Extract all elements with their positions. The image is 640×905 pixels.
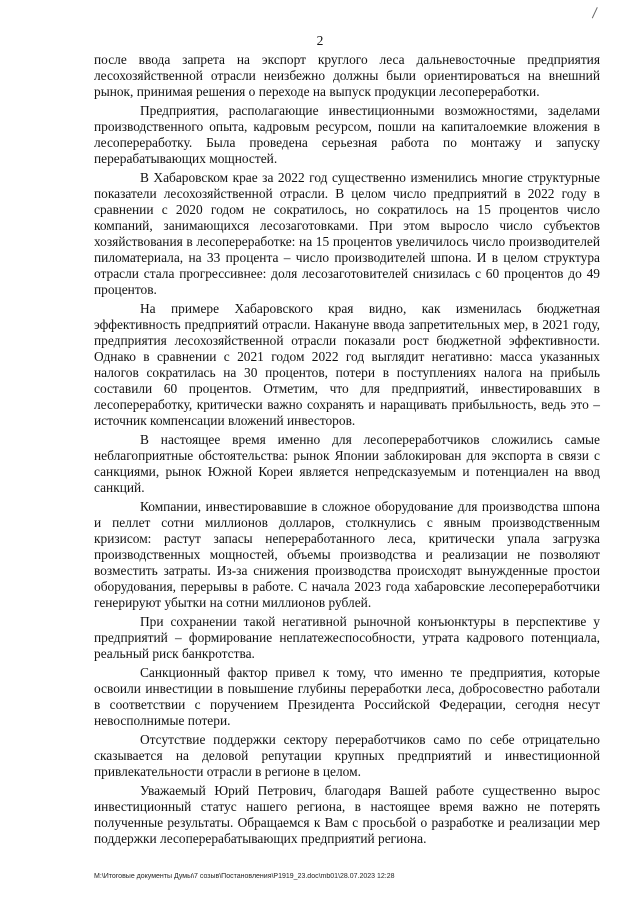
paragraph-7: При сохранении такой негативной рыночной конъюнктуры в перспективе у предприятий – формирование неплатежеспособности, утрата кадрового потенциала, реальный риск банкротства.	[94, 614, 600, 661]
body-text	[94, 52, 600, 850]
paragraph-4: На примере Хабаровского края видно, как изменилась бюджетная эффективность предприятий отрасли. Накануне ввода запретительных мер, в 2021 году, предприятия лесохозяйственной отрасли показали рост бюджетной эффективности. Однако в сравнении с 2021 годом 2022 год выглядит негативно: масса указанных налогов сократилась на 30 процентов, потери в поступлениях налога на прибыль составили 60 процентов. Отметим, что для предприятий, инвестировавших в лесопереработку, критически важно сохранять и наращивать прибыльность, ведь это – источник компенсации вложений инвесторов.	[94, 301, 600, 428]
paragraph-6: Компании, инвестировавшие в сложное оборудование для производства шпона и пеллет сотни миллионов долларов, столкнулись с явным производственным кризисом: растут запасы непереработанного леса, критически упала загрузка производственных мощностей, объемы производства и реализации не позволяют возместить затраты. Из-за снижения производства происходят вынужденные простои оборудования, перерывы в работе. С начала 2023 года хабаровские лесопереработчики генерируют убытки на сотни миллионов рублей.	[94, 499, 600, 610]
paragraph-8: Санкционный фактор привел к тому, что именно те предприятия, которые освоили инвестиции в повышение глубины переработки леса, добросовестно работали в соответствии с поручением Президента Российской Федерации, сегодня несут невосполнимые потери.	[94, 665, 600, 728]
paragraph-9: Отсутствие поддержки сектору переработчиков само по себе отрицательно сказывается на деловой репутации крупных предприятий и инвестиционной привлекательности отрасли в регионе в целом.	[94, 732, 600, 779]
page-number: 2	[316, 33, 324, 48]
footer-file-path: М:\Итоговые документы Думы\7 созыв\Постановления\Р1919_23.doc\mb01\28.07.2023 12:28	[94, 873, 395, 880]
paragraph-10: Уважаемый Юрий Петрович, благодаря Вашей работе существенно вырос инвестиционный статус нашего региона, в настоящее время важно не потерять полученные результаты. Обращаемся к Вам с просьбой о разработке и реализации мер поддержки лесоперерабатывающих предприятий региона.	[94, 783, 600, 846]
paragraph-1: после ввода запрета на экспорт круглого леса дальневосточные предприятия лесохозяйственной отрасли неизбежно должны были ориентироваться на внешний рынок, принимая решения о переходе на выпуск продукции лесопереработки.	[94, 52, 600, 99]
paragraph-2: Предприятия, располагающие инвестиционными возможностями, заделами производственного опыта, кадровым ресурсом, пошли на капиталоемкие вложения в лесопереработку. Была проведена серьезная работа по монтажу и запуску перерабатывающих мощностей.	[94, 103, 600, 166]
corner-mark	[592, 7, 603, 21]
paragraph-5: В настоящее время именно для лесопереработчиков сложились самые неблагоприятные обстоятельства: рынок Японии заблокирован для экспорта в связи с санкциями, рынок Южной Кореи является непредсказуемым и потенциален на ввод санкций.	[94, 432, 600, 495]
paragraph-3: В Хабаровском крае за 2022 год существенно изменились многие структурные показатели лесохозяйственной отрасли. В целом число предприятий в 2022 году в сравнении с 2020 годом не сократилось, но сократилось на 15 процентов число компаний, занимающихся лесозаготовками. При этом выросло число субъектов хозяйствования в лесопереработке: на 15 процентов увеличилось число производителей пиломатериала, на 33 процента – число производителей шпона. И в целом структура отрасли стала прогрессивнее: доля лесозаготовителей снизилась с 60 процентов до 49 процентов.	[94, 170, 600, 297]
